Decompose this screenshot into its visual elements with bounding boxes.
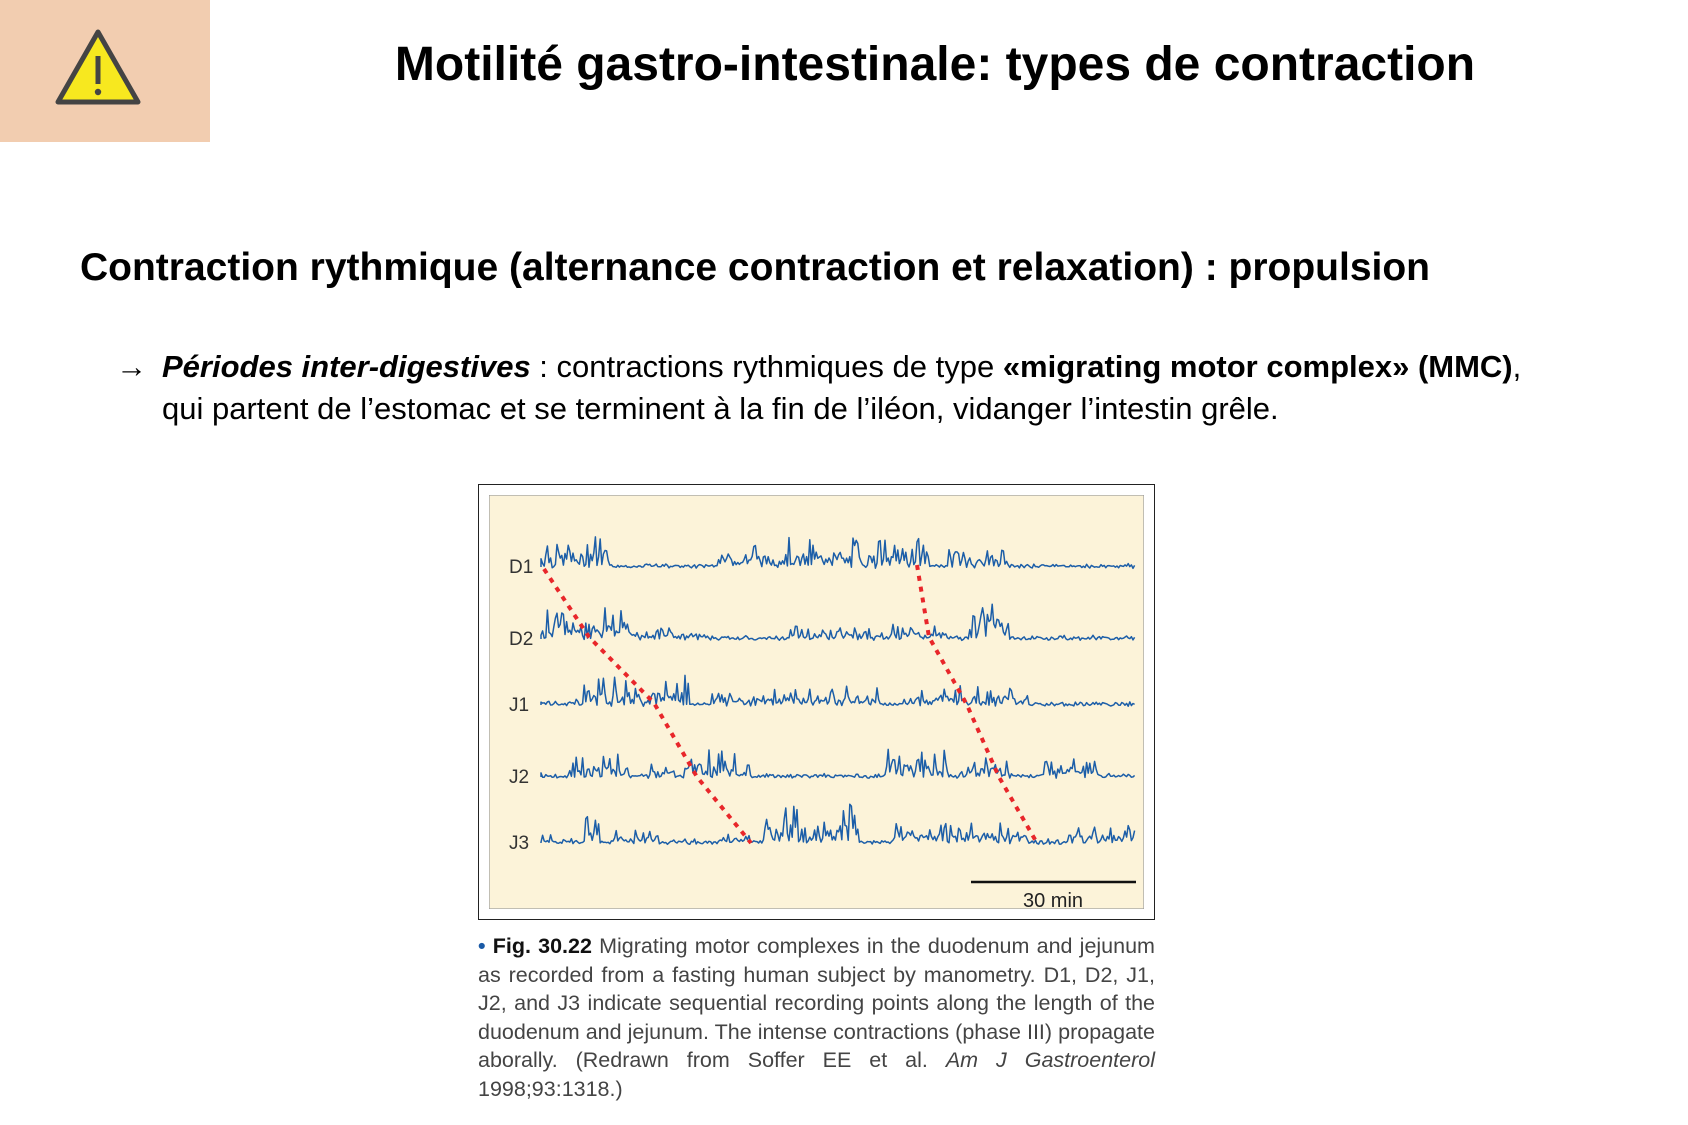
trace-label-d1: D1 [509,557,534,578]
figure-caption [478,932,1155,1103]
caption-figure-label: Fig. 30.22 [492,934,592,958]
manometry-figure [478,484,1155,920]
scale-bar-label: 30 min [1022,890,1084,909]
warning-triangle-icon [52,26,144,108]
section-heading: Contraction rythmique (alternance contraction et relaxation) : propulsion [80,246,1430,289]
arrow-icon: → [116,349,147,384]
trace-label-d2: D2 [509,629,534,650]
caption-journal: Am J Gastroenterol [945,1048,1155,1072]
bullet-text [162,346,1536,430]
slide-title: Motilité gastro-intestinale: types de contraction [394,38,1476,91]
manometry-traces [489,495,1144,909]
warning-panel [0,0,210,142]
trace-label-j2: J2 [509,767,530,788]
bullet-text-part1: : contractions rythmiques de type [530,349,1003,384]
bullet-bold-term: «migrating motor complex» (MMC) [1002,349,1513,384]
trace-label-j3: J3 [509,833,530,854]
bullet-item [116,346,1536,430]
caption-text-part2: 1998;93:1318.) [478,1076,623,1101]
bullet-term: Périodes inter-digestives [162,349,531,384]
caption-text-part1: Migrating motor complexes in the duodenum and jejunum as recorded from a fasting human subject by manometry. D1, D2, J1, J2, and J3 indicate sequential recording points along the length of the duodenum and jejunum. The intense contractions (phase III) propagate aborally. (Redrawn from Soffer EE et al. [478,934,1155,1072]
caption-bullet: • [478,934,486,958]
trace-label-j1: J1 [509,695,530,716]
bullet-text-part2: , qui partent de l’estomac et se terminent à la fin de l’iléon, vidanger l’intestin grêle. [162,349,1522,426]
